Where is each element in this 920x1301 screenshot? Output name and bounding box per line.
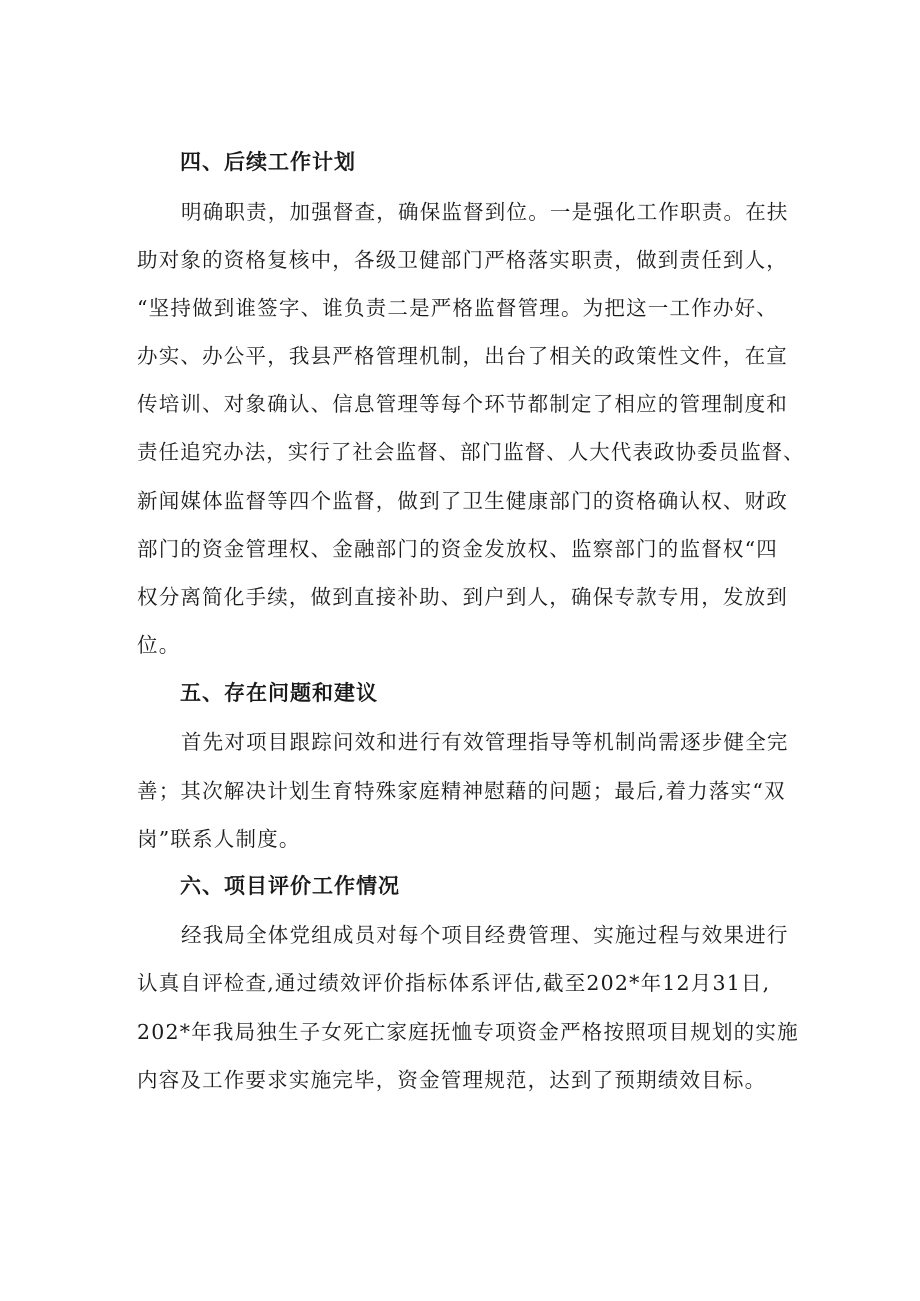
paragraph-line: 责任追究办法，实行了社会监督、部门监督、人大代表政协委员监督、	[137, 440, 805, 464]
paragraph-line: 岗”联系人制度。	[137, 827, 301, 851]
paragraph-line: 位。	[137, 633, 181, 657]
paragraph-line: 助对象的资格复核中，各级卫健部门严格落实职责，做到责任到人，	[137, 248, 788, 272]
paragraph-line: 经我局全体党组成员对每个项目经费管理、实施过程与效果进行	[181, 923, 789, 947]
paragraph-line: 办实、办公平，我县严格管理机制，出台了相关的政策性文件，在宣	[137, 344, 788, 368]
section-heading-4: 四、后续工作计划	[180, 150, 356, 174]
paragraph-line: 新闻媒体监督等四个监督，做到了卫生健康部门的资格确认权、财政	[137, 489, 788, 513]
section-heading-6: 六、项目评价工作情况	[180, 874, 400, 898]
paragraph-line: 善；其次解决计划生育特殊家庭精神慰藉的问题；最后,着力落实“双	[137, 779, 786, 803]
section-heading-5: 五、存在问题和建议	[180, 681, 378, 705]
paragraph-line: 首先对项目跟踪问效和进行有效管理指导等机制尚需逐步健全完	[181, 730, 789, 754]
paragraph-line: 传培训、对象确认、信息管理等每个环节都制定了相应的管理制度和	[137, 392, 788, 416]
paragraph-line: 202*年我局独生子女死亡家庭抚恤专项资金严格按照项目规划的实施	[137, 1020, 799, 1044]
paragraph-line: 部门的资金管理权、金融部门的资金发放权、监察部门的监督权“四	[137, 537, 778, 561]
paragraph-line: 权分离简化手续，做到直接补助、到户到人，确保专款专用，发放到	[137, 585, 788, 609]
paragraph-line: “坚持做到谁签字、谁负责二是严格监督管理。为把这一工作办好、	[137, 296, 778, 320]
paragraph-line: 内容及工作要求实施完毕，资金管理规范，达到了预期绩效目标。	[137, 1068, 767, 1092]
paragraph-line: 明确职责，加强督查，确保监督到位。一是强化工作职责。在扶	[181, 200, 789, 224]
paragraph-line: 认真自评检查,通过绩效评价指标体系评估,截至202*年12月31日,	[137, 971, 771, 995]
